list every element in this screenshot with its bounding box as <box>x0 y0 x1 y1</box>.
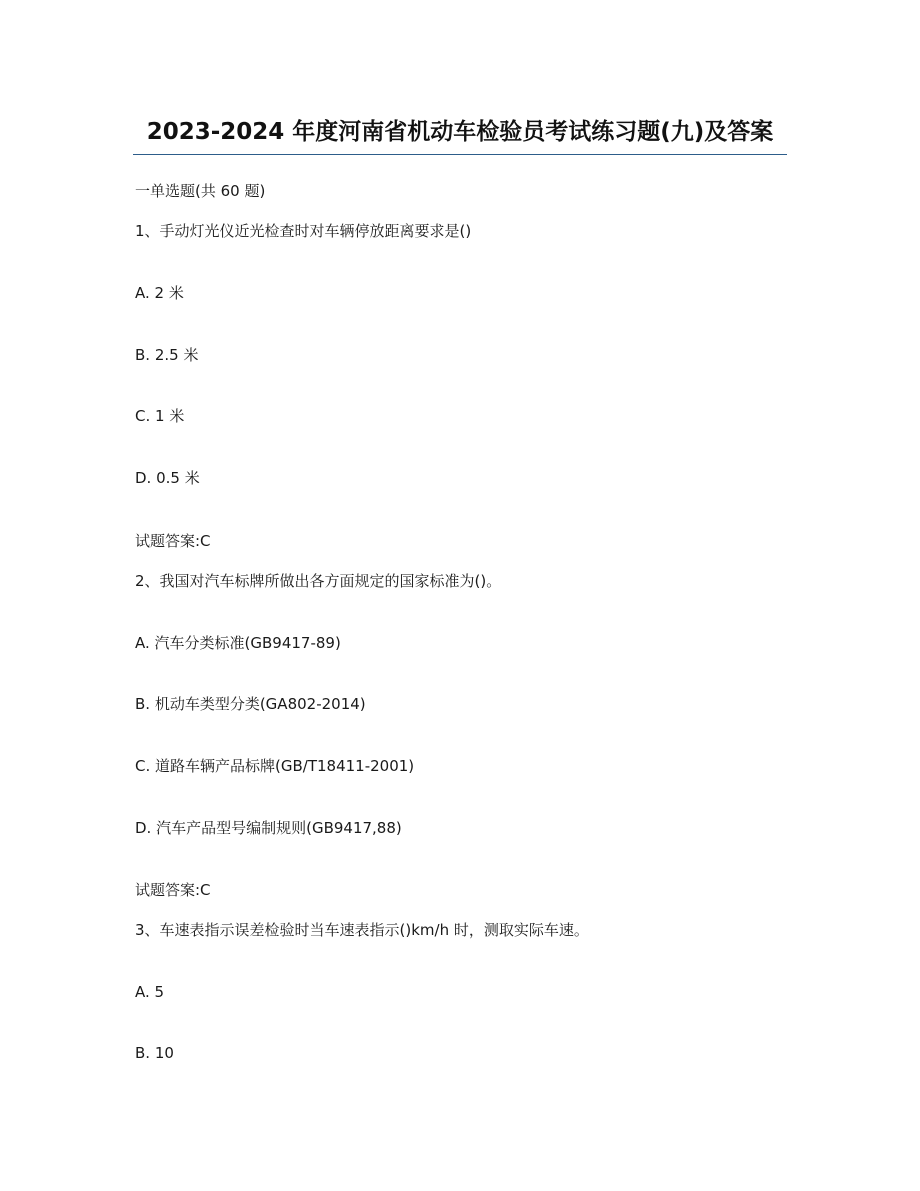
question-option: B. 10 <box>135 1044 174 1062</box>
answer-line: 试题答案:C <box>135 881 211 899</box>
question-option: B. 机动车类型分类(GA802-2014) <box>135 695 366 713</box>
question-option: B. 2.5 米 <box>135 346 199 364</box>
question-option: D. 0.5 米 <box>135 469 200 487</box>
question-stem: 1、手动灯光仪近光检查时对车辆停放距离要求是() <box>135 222 472 240</box>
question-option: A. 5 <box>135 983 165 1001</box>
question-option: D. 汽车产品型号编制规则(GB9417,88) <box>135 819 402 837</box>
question-stem: 3、车速表指示误差检验时当车速表指示()km/h 时，测取实际车速。 <box>135 921 589 939</box>
question-option: A. 2 米 <box>135 284 184 302</box>
question-option: C. 1 米 <box>135 407 185 425</box>
answer-line: 试题答案:C <box>135 532 211 550</box>
title-underline <box>133 154 787 155</box>
question-option: A. 汽车分类标准(GB9417-89) <box>135 634 341 652</box>
section-header: 一单选题(共 60 题) <box>135 182 266 200</box>
question-stem: 2、我国对汽车标牌所做出各方面规定的国家标准为()。 <box>135 572 502 590</box>
document-title: 2023-2024 年度河南省机动车检验员考试练习题(九)及答案 <box>146 119 774 145</box>
question-option: C. 道路车辆产品标牌(GB/T18411-2001) <box>135 757 415 775</box>
